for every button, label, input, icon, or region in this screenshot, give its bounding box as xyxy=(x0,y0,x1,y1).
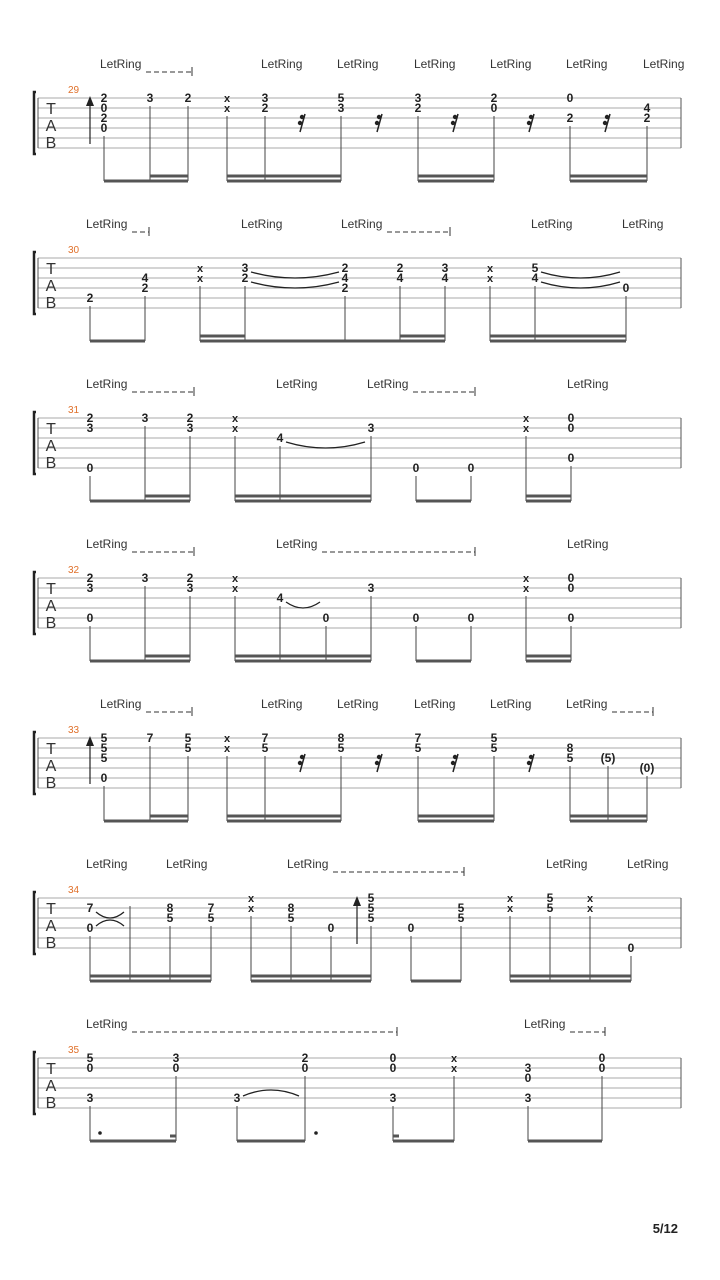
fret-number: 0 xyxy=(567,451,575,465)
letring-label: LetRing xyxy=(622,217,664,231)
letring-label: LetRing xyxy=(566,697,608,711)
letring-label: LetRing xyxy=(367,377,409,391)
letring-label: LetRing xyxy=(287,857,329,871)
letring-label: LetRing xyxy=(567,537,609,551)
tab-clef-letter: T xyxy=(46,421,56,438)
fret-number: 5 xyxy=(166,911,174,925)
staff-bracket xyxy=(34,572,36,634)
fret-number: x xyxy=(247,893,255,905)
fret-number: 0 xyxy=(100,121,108,135)
letring-label: LetRing xyxy=(86,857,128,871)
sixteenth-rest xyxy=(298,754,305,772)
sixteenth-rest xyxy=(451,754,458,772)
fret-number: 4 xyxy=(341,271,349,285)
fret-number: x xyxy=(486,263,494,275)
staff-bracket xyxy=(34,412,36,474)
fret-number: 3 xyxy=(146,91,154,105)
fret-number: 4 xyxy=(396,271,404,285)
fret-number: x xyxy=(522,573,530,585)
fret-number: 3 xyxy=(233,1091,241,1105)
fret-number: 5 xyxy=(100,731,108,745)
letring-label: LetRing xyxy=(627,857,669,871)
fret-number: 0 xyxy=(327,921,335,935)
fret-number: 7 xyxy=(146,731,154,745)
fret-number: 0 xyxy=(490,101,498,115)
fret-number: x xyxy=(506,893,514,905)
tab-clef-letter: A xyxy=(45,118,57,135)
fret-number: 0 xyxy=(622,281,630,295)
fret-number: x xyxy=(196,263,204,275)
fret-number: 5 xyxy=(337,91,345,105)
fret-number: 7 xyxy=(86,901,94,915)
letring-label: LetRing xyxy=(166,857,208,871)
fret-number: 3 xyxy=(186,421,194,435)
fret-number: 2 xyxy=(341,281,349,295)
letring-label: LetRing xyxy=(100,697,142,711)
letring-label: LetRing xyxy=(524,1017,566,1031)
letring-label: LetRing xyxy=(261,697,303,711)
bar-number: 29 xyxy=(68,85,80,96)
tab-clef-letter: T xyxy=(46,741,56,758)
tab-clef-letter: A xyxy=(45,598,57,615)
tie-arc xyxy=(541,272,620,278)
fret-number: 0 xyxy=(567,571,575,585)
fret-number: 4 xyxy=(276,591,284,605)
fret-number: 5 xyxy=(546,891,554,905)
fret-number: 3 xyxy=(241,261,249,275)
bar-number: 30 xyxy=(68,245,80,256)
sixteenth-rest xyxy=(375,114,382,132)
fret-number: (5) xyxy=(600,751,616,765)
tab-clef-letter: T xyxy=(46,1061,56,1078)
tab-clef-letter: B xyxy=(45,775,57,792)
fret-number: 3 xyxy=(141,571,149,585)
fret-number: 0 xyxy=(598,1061,606,1075)
staff-bracket xyxy=(34,732,36,794)
fret-number: 3 xyxy=(414,91,422,105)
fret-number: x xyxy=(223,103,231,115)
fret-number: 2 xyxy=(86,411,94,425)
fret-number: 5 xyxy=(184,741,192,755)
fret-number: 5 xyxy=(490,741,498,755)
fret-number: 2 xyxy=(566,111,574,125)
bar-number: 33 xyxy=(68,725,80,736)
letring-label: LetRing xyxy=(490,697,532,711)
fret-number: 4 xyxy=(531,271,539,285)
letring-label: LetRing xyxy=(86,217,128,231)
fret-number: 0 xyxy=(627,941,635,955)
fret-number: x xyxy=(223,743,231,755)
fret-number: 3 xyxy=(261,91,269,105)
staff-bracket xyxy=(34,1052,36,1114)
fret-number: 2 xyxy=(100,91,108,105)
fret-number: x xyxy=(586,903,594,915)
staff-bracket xyxy=(34,892,36,954)
fret-number: 5 xyxy=(207,911,215,925)
fret-number: 7 xyxy=(207,901,215,915)
fret-number: 0 xyxy=(467,611,475,625)
sixteenth-rest xyxy=(298,114,305,132)
fret-number: 3 xyxy=(141,411,149,425)
fret-number: x xyxy=(522,423,530,435)
fret-number: 5 xyxy=(414,741,422,755)
letring-label: LetRing xyxy=(490,57,532,71)
fret-number: 0 xyxy=(412,461,420,475)
tab-system-32 xyxy=(34,537,681,661)
page-number: 5/12 xyxy=(652,1221,678,1236)
fret-number: x xyxy=(506,903,514,915)
letring-label: LetRing xyxy=(337,697,379,711)
fret-number: 2 xyxy=(141,281,149,295)
letring-label: LetRing xyxy=(341,217,383,231)
bar-number: 34 xyxy=(68,885,80,896)
fret-number: 4 xyxy=(643,101,651,115)
fret-number: 5 xyxy=(457,911,465,925)
fret-number: 2 xyxy=(100,111,108,125)
letring-label: LetRing xyxy=(276,377,318,391)
tab-clef-letter: A xyxy=(45,438,57,455)
tie-arc xyxy=(96,920,124,926)
fret-number: 3 xyxy=(86,581,94,595)
fret-number: 5 xyxy=(86,1051,94,1065)
letring-label: LetRing xyxy=(566,57,608,71)
fret-number: 5 xyxy=(367,901,375,915)
sixteenth-rest xyxy=(603,114,610,132)
fret-number: 0 xyxy=(86,461,94,475)
fret-number: x xyxy=(231,423,239,435)
fret-number: 3 xyxy=(367,421,375,435)
fret-number: 3 xyxy=(524,1061,532,1075)
fret-number: 8 xyxy=(337,731,345,745)
tab-system-29 xyxy=(34,57,684,181)
bar-number: 31 xyxy=(68,405,80,416)
fret-number: 0 xyxy=(301,1061,309,1075)
fret-number: 0 xyxy=(389,1061,397,1075)
fret-number: 7 xyxy=(414,731,422,745)
fret-number: 3 xyxy=(186,581,194,595)
sixteenth-rest xyxy=(527,114,534,132)
tab-clef-letter: B xyxy=(45,455,57,472)
tie-arc xyxy=(541,282,620,288)
fret-number: 7 xyxy=(261,731,269,745)
fret-number: 5 xyxy=(100,741,108,755)
fret-number: 5 xyxy=(337,741,345,755)
letring-label: LetRing xyxy=(261,57,303,71)
letring-label: LetRing xyxy=(86,377,128,391)
fret-number: 4 xyxy=(276,431,284,445)
tie-arc xyxy=(286,602,320,608)
fret-number: 2 xyxy=(186,571,194,585)
tie-arc xyxy=(251,272,339,278)
fret-number: 8 xyxy=(287,901,295,915)
fret-number: 3 xyxy=(172,1051,180,1065)
letring-label: LetRing xyxy=(643,57,685,71)
rhythm-dot xyxy=(314,1131,318,1135)
bar-number: 32 xyxy=(68,565,80,576)
tab-clef-letter: B xyxy=(45,135,57,152)
tab-system-34 xyxy=(34,857,681,981)
sixteenth-rest xyxy=(375,754,382,772)
staff-bracket xyxy=(34,92,36,154)
fret-number: x xyxy=(586,893,594,905)
letring-label: LetRing xyxy=(100,57,142,71)
tab-clef-letter: B xyxy=(45,1095,57,1112)
fret-number: 0 xyxy=(86,611,94,625)
fret-number: 5 xyxy=(566,751,574,765)
fret-number: 3 xyxy=(524,1091,532,1105)
tab-clef-letter: A xyxy=(45,278,57,295)
fret-number: 5 xyxy=(457,901,465,915)
tab-clef-letter: B xyxy=(45,295,57,312)
tab-system-30 xyxy=(34,217,681,341)
fret-number: x xyxy=(223,93,231,105)
tab-clef-letter: B xyxy=(45,615,57,632)
fret-number: 0 xyxy=(567,411,575,425)
fret-number: x xyxy=(231,583,239,595)
letring-label: LetRing xyxy=(86,537,128,551)
fret-number: 5 xyxy=(531,261,539,275)
fret-number: 2 xyxy=(184,91,192,105)
tie-arc xyxy=(96,912,124,918)
letring-label: LetRing xyxy=(546,857,588,871)
fret-number: 2 xyxy=(86,291,94,305)
fret-number: 0 xyxy=(86,1061,94,1075)
fret-number: 5 xyxy=(367,891,375,905)
fret-number: x xyxy=(486,273,494,285)
tab-system-31 xyxy=(34,377,681,501)
fret-number: x xyxy=(223,733,231,745)
fret-number: 2 xyxy=(301,1051,309,1065)
fret-number: 5 xyxy=(367,911,375,925)
fret-number: 0 xyxy=(567,611,575,625)
letring-label: LetRing xyxy=(567,377,609,391)
fret-number: (0) xyxy=(639,761,655,775)
fret-number: 3 xyxy=(86,421,94,435)
fret-number: 3 xyxy=(441,261,449,275)
letring-label: LetRing xyxy=(337,57,379,71)
tab-clef-letter: T xyxy=(46,581,56,598)
fret-number: 5 xyxy=(184,731,192,745)
fret-number: 2 xyxy=(241,271,249,285)
fret-number: 0 xyxy=(524,1071,532,1085)
letring-label: LetRing xyxy=(86,1017,128,1031)
fret-number: 3 xyxy=(86,1091,94,1105)
fret-number: 2 xyxy=(186,411,194,425)
fret-number: x xyxy=(196,273,204,285)
tie-arc xyxy=(251,282,339,288)
sixteenth-rest xyxy=(527,754,534,772)
fret-number: 5 xyxy=(490,731,498,745)
fret-number: 4 xyxy=(441,271,449,285)
fret-number: 0 xyxy=(567,581,575,595)
fret-number: 8 xyxy=(566,741,574,755)
letring-label: LetRing xyxy=(241,217,283,231)
fret-number: 3 xyxy=(389,1091,397,1105)
letring-label: LetRing xyxy=(414,697,456,711)
fret-number: 0 xyxy=(467,461,475,475)
fret-number: 0 xyxy=(412,611,420,625)
fret-number: 4 xyxy=(141,271,149,285)
fret-number: x xyxy=(522,413,530,425)
fret-number: 0 xyxy=(86,921,94,935)
tab-clef-letter: A xyxy=(45,1078,57,1095)
fret-number: 5 xyxy=(546,901,554,915)
tab-system-35 xyxy=(34,1017,681,1141)
tab-clef-letter: B xyxy=(45,935,57,952)
fret-number: 0 xyxy=(172,1061,180,1075)
fret-number: x xyxy=(247,903,255,915)
fret-number: x xyxy=(450,1053,458,1065)
fret-number: 2 xyxy=(643,111,651,125)
fret-number: x xyxy=(450,1063,458,1075)
fret-number: 3 xyxy=(367,581,375,595)
letring-label: LetRing xyxy=(276,537,318,551)
fret-number: 8 xyxy=(166,901,174,915)
rhythm-dot xyxy=(98,1131,102,1135)
tab-clef-letter: T xyxy=(46,101,56,118)
fret-number: 0 xyxy=(598,1051,606,1065)
fret-number: 2 xyxy=(396,261,404,275)
fret-number: 5 xyxy=(261,741,269,755)
fret-number: 2 xyxy=(86,571,94,585)
fret-number: 0 xyxy=(100,101,108,115)
fret-number: 2 xyxy=(490,91,498,105)
fret-number: 2 xyxy=(414,101,422,115)
fret-number: x xyxy=(231,413,239,425)
letring-label: LetRing xyxy=(414,57,456,71)
fret-number: 0 xyxy=(389,1051,397,1065)
fret-number: 0 xyxy=(566,91,574,105)
bar-number: 35 xyxy=(68,1045,80,1056)
tab-clef-letter: A xyxy=(45,918,57,935)
fret-number: 3 xyxy=(337,101,345,115)
fret-number: 5 xyxy=(287,911,295,925)
fret-number: 0 xyxy=(100,771,108,785)
tie-arc xyxy=(286,442,365,448)
tab-clef-letter: A xyxy=(45,758,57,775)
fret-number: 5 xyxy=(100,751,108,765)
fret-number: 2 xyxy=(341,261,349,275)
fret-number: x xyxy=(231,573,239,585)
tab-system-33 xyxy=(34,697,681,821)
fret-number: 2 xyxy=(261,101,269,115)
staff-bracket xyxy=(34,252,36,314)
tab-clef-letter: T xyxy=(46,901,56,918)
letring-label: LetRing xyxy=(531,217,573,231)
sixteenth-rest xyxy=(451,114,458,132)
tab-clef-letter: T xyxy=(46,261,56,278)
fret-number: 0 xyxy=(407,921,415,935)
fret-number: 0 xyxy=(567,421,575,435)
fret-number: x xyxy=(522,583,530,595)
fret-number: 0 xyxy=(322,611,330,625)
tie-arc xyxy=(243,1090,299,1096)
